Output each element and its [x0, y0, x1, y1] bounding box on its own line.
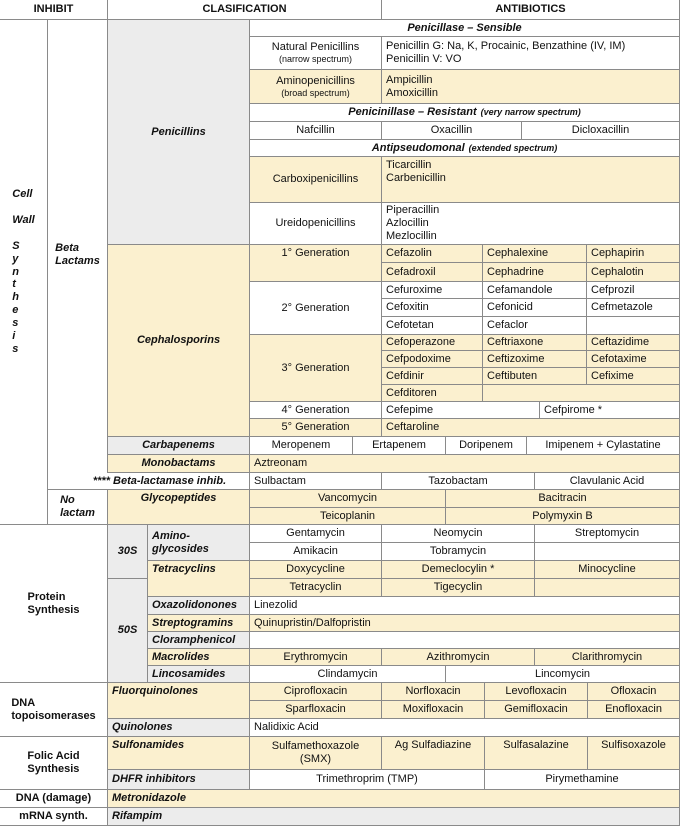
class-penicillins: Penicillins: [108, 20, 250, 245]
inhibit-dna-damage: DNA (damage): [0, 790, 108, 808]
aminopenicillins-drugs: Ampicillin Amoxicillin: [382, 70, 680, 104]
ureidopenicillins-label: Ureidopenicillins: [250, 203, 382, 245]
drug-cefditoren: Cefditoren: [382, 385, 483, 402]
antipseudomonal-text: Antipseudomonal: [371, 141, 465, 154]
drug-trimethoprim: Trimethroprim (TMP): [250, 770, 485, 790]
carboxipenicillins-drugs: Ticarcillin Carbenicillin: [382, 157, 680, 203]
drug-levofloxacin: Levofloxacin: [485, 683, 588, 701]
antipseudomonal-subtitle: (extended spectrum): [468, 142, 558, 153]
header-inhibit: INHIBIT: [0, 0, 108, 20]
class-macrolides: Macrolides: [148, 649, 250, 666]
drug-polymyxin-b: Polymyxin B: [446, 508, 680, 525]
class-lincosamides: Lincosamides: [148, 666, 250, 683]
class-metronidazole: Metronidazole: [108, 790, 680, 808]
natural-penicillins-label: [250, 37, 382, 70]
inhibit-dna-topoisomerases: DNA topoisomerases: [0, 683, 108, 737]
drug-meropenem: Meropenem: [250, 437, 353, 455]
empty-gen3: [483, 385, 680, 402]
drug-cefmetazole: Cefmetazole: [587, 299, 680, 317]
drug-sulbactam: Sulbactam: [250, 473, 382, 490]
drug-moxifloxacin: Moxifloxacin: [382, 701, 485, 719]
drug-sulfasalazine: Sulfasalazine: [485, 737, 588, 770]
drug-cefoxitin: Cefoxitin: [382, 299, 483, 317]
drug-cefdinir: Cefdinir: [382, 368, 483, 385]
drug-ceftazidime: Ceftazidime: [587, 335, 680, 351]
penicillinase-resistant-subtitle: (very narrow spectrum): [480, 107, 581, 118]
drug-cefixime: Cefixime: [587, 368, 680, 385]
penicillinase-sensible: Penicillase – Sensible: [250, 20, 680, 37]
class-tetracyclins: Tetracyclins: [148, 561, 250, 597]
class-quinolones: Quinolones: [108, 719, 250, 737]
ribosome-30s: 30S: [108, 525, 148, 579]
drug-ofloxacin: Ofloxacin: [588, 683, 680, 701]
natural-penicillins-label-text: Natural Penicillins: [271, 41, 360, 54]
ribosome-50s: 50S: [108, 579, 148, 683]
drug-cefonicid: Cefonicid: [483, 299, 587, 317]
drug-oxacillin: Oxacillin: [382, 122, 522, 140]
drug-cefazolin: Cefazolin: [382, 245, 483, 263]
aminopenicillins-label: [250, 70, 382, 104]
drug-doripenem: Doripenem: [446, 437, 527, 455]
drug-imipenem: Imipenem + Cylastatine: [527, 437, 680, 455]
carboxipenicillins-label: Carboxipenicillins: [250, 157, 382, 203]
drug-lincomycin: Lincomycin: [446, 666, 680, 683]
drug-cefepime: Cefepime: [382, 402, 540, 419]
class-fluorquinolones: Fluorquinolones: [108, 683, 250, 719]
drug-streptomycin: Streptomycin: [535, 525, 680, 543]
ureidopenicillins-drugs: Piperacillin Azlocillin Mezlocillin: [382, 203, 680, 245]
gen2-label: 2° Generation: [250, 282, 382, 335]
penicillinase-resistant: [250, 104, 680, 122]
drug-tazobactam: Tazobactam: [382, 473, 535, 490]
drug-clavulanic-acid: Clavulanic Acid: [535, 473, 680, 490]
gen5-label: 5° Generation: [250, 419, 382, 437]
drug-demeclocylin: Demeclocylin *: [382, 561, 535, 579]
header-classification: CLASIFICATION: [108, 0, 382, 20]
drug-doxycycline: Doxycycline: [250, 561, 382, 579]
inhibit-folic-acid-synthesis: Folic Acid Synthesis: [0, 737, 108, 790]
drug-aztreonam: Aztreonam: [250, 455, 680, 473]
gen4-label: 4° Generation: [250, 402, 382, 419]
drug-cefpirome: Cefpirome *: [540, 402, 680, 419]
drug-quinupristin: Quinupristin/Dalfopristin: [250, 615, 680, 632]
penicillinase-resistant-text: Penicinillase – Resistant: [348, 106, 477, 119]
drug-cephalotin: Cephalotin: [587, 263, 680, 282]
class-beta-lactamase-inhib: **** Beta-lactamase inhib.: [70, 473, 250, 490]
drug-ceftaroline: Ceftaroline: [382, 419, 680, 437]
drug-cephadrine: Cephadrine: [483, 263, 587, 282]
class-sulfonamides: Sulfonamides: [108, 737, 250, 770]
class-glycopeptides: Glycopeptides: [108, 490, 250, 525]
drug-nalidixic-acid: Nalidixic Acid: [250, 719, 680, 737]
drug-tobramycin: Tobramycin: [382, 543, 535, 561]
empty-gen2: [587, 317, 680, 335]
subclass-beta-lactams: Beta Lactams: [48, 20, 108, 490]
aminopenicillins-label-subtitle: (broad spectrum): [281, 87, 350, 98]
drug-ceftriaxone: Ceftriaxone: [483, 335, 587, 351]
drug-gentamycin: Gentamycin: [250, 525, 382, 543]
subclass-no-lactam: No lactam: [48, 490, 108, 525]
empty-tetra: [535, 579, 680, 597]
drug-pirymethamine: Pirymethamine: [485, 770, 680, 790]
gen3-label: 3° Generation: [250, 335, 382, 402]
drug-cephapirin: Cephapirin: [587, 245, 680, 263]
drug-minocycline: Minocycline: [535, 561, 680, 579]
header-antibiotics: ANTIBIOTICS: [382, 0, 680, 20]
antipseudomonal: [250, 140, 680, 157]
class-streptogramins: Streptogramins: [148, 615, 250, 632]
drug-cefprozil: Cefprozil: [587, 282, 680, 299]
class-carbapenems: Carbapenems: [108, 437, 250, 455]
drug-azithromycin: Azithromycin: [382, 649, 535, 666]
natural-penicillins-label-subtitle: (narrow spectrum): [278, 54, 352, 65]
drug-cefadroxil: Cefadroxil: [382, 263, 483, 282]
drug-bacitracin: Bacitracin: [446, 490, 680, 508]
drug-amikacin: Amikacin: [250, 543, 382, 561]
drug-ag-sulfadiazine: Ag Sulfadiazine: [382, 737, 485, 770]
drug-clarithromycin: Clarithromycin: [535, 649, 680, 666]
drug-cefaclor: Cefaclor: [483, 317, 587, 335]
class-aminoglycosides: Amino- glycosides: [148, 525, 250, 561]
drug-cefamandole: Cefamandole: [483, 282, 587, 299]
drug-sparfloxacin: Sparfloxacin: [250, 701, 382, 719]
drug-sulfisoxazole: Sulfisoxazole: [588, 737, 680, 770]
drug-dicloxacillin: Dicloxacillin: [522, 122, 680, 140]
drug-gemifloxacin: Gemifloxacin: [485, 701, 588, 719]
drug-ceftibuten: Ceftibuten: [483, 368, 587, 385]
aminopenicillins-label-text: Aminopenicillins: [276, 74, 355, 87]
drug-linezolid: Linezolid: [250, 597, 680, 615]
class-cephalosporins: Cephalosporins: [108, 245, 250, 437]
drug-nafcillin: Nafcillin: [250, 122, 382, 140]
drug-cefuroxime: Cefuroxime: [382, 282, 483, 299]
drug-neomycin: Neomycin: [382, 525, 535, 543]
drug-cefotaxime: Cefotaxime: [587, 351, 680, 368]
drug-teicoplanin: Teicoplanin: [250, 508, 446, 525]
drug-cefotetan: Cefotetan: [382, 317, 483, 335]
empty-cloramphenicol: [250, 632, 680, 649]
drug-norfloxacin: Norfloxacin: [382, 683, 485, 701]
drug-cefpodoxime: Cefpodoxime: [382, 351, 483, 368]
inhibit-protein-synthesis: Protein Synthesis: [0, 525, 108, 683]
drug-ertapenem: Ertapenem: [353, 437, 446, 455]
class-dhfr-inhibitors: DHFR inhibitors: [108, 770, 250, 790]
drug-erythromycin: Erythromycin: [250, 649, 382, 666]
drug-vancomycin: Vancomycin: [250, 490, 446, 508]
drug-ceftizoxime: Ceftizoxime: [483, 351, 587, 368]
class-cloramphenicol: Cloramphenicol: [148, 632, 250, 649]
drug-enofloxacin: Enofloxacin: [588, 701, 680, 719]
drug-sulfamethoxazole: Sulfamethoxazole (SMX): [250, 737, 382, 770]
inhibit-cell-wall-synthesis: Cell Wall S y n t h e s i s: [0, 20, 48, 525]
gen1-label: 1° Generation: [250, 245, 382, 282]
class-oxazolidonones: Oxazolidonones: [148, 597, 250, 615]
class-rifampim: Rifampim: [108, 808, 680, 826]
empty-amino: [535, 543, 680, 561]
drug-cefoperazone: Cefoperazone: [382, 335, 483, 351]
drug-clindamycin: Clindamycin: [250, 666, 446, 683]
inhibit-mrna-synth: mRNA synth.: [0, 808, 108, 826]
drug-ciprofloxacin: Ciprofloxacin: [250, 683, 382, 701]
class-monobactams: Monobactams: [108, 455, 250, 473]
natural-penicillins-drugs: Penicillin G: Na, K, Procainic, Benzathine (IV, IM) Penicillin V: VO: [382, 37, 680, 70]
drug-tigecyclin: Tigecyclin: [382, 579, 535, 597]
drug-cephalexine: Cephalexine: [483, 245, 587, 263]
drug-tetracyclin: Tetracyclin: [250, 579, 382, 597]
